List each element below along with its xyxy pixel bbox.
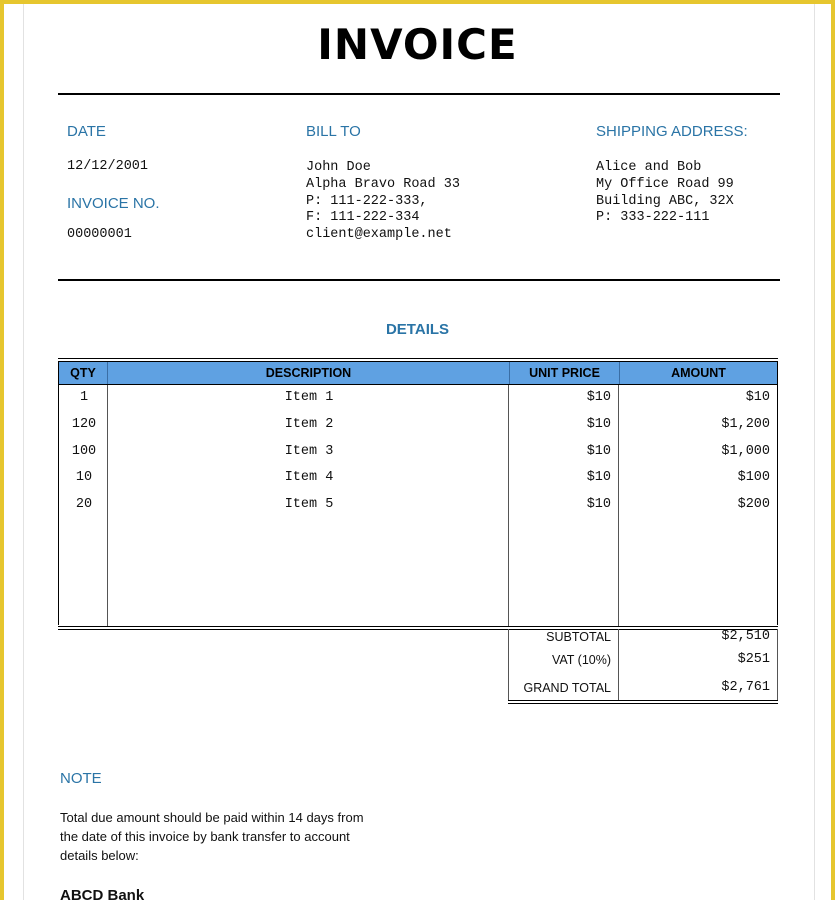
bill-to-email[interactable]: client@example.net bbox=[306, 227, 452, 242]
totals-border bbox=[777, 629, 778, 701]
invoice-page bbox=[4, 4, 831, 900]
details-title: DETAILS bbox=[385, 321, 450, 338]
note-text: Total due amount should be paid within 14 days from the date of this invoice by bank transfer to account details below: bbox=[60, 810, 364, 863]
note-label: NOTE bbox=[60, 770, 102, 787]
cell-amount: $100 bbox=[737, 470, 770, 485]
cell-unit-price: $10 bbox=[586, 497, 611, 512]
cell-amount: $200 bbox=[737, 497, 770, 512]
table-bottom-rule bbox=[58, 626, 778, 627]
date-label: DATE bbox=[67, 123, 106, 140]
shipping-line: Alice and Bob bbox=[596, 160, 702, 175]
cell-unit-price: $10 bbox=[586, 444, 611, 459]
cell-description: Item 5 bbox=[284, 497, 334, 512]
header-amount: AMOUNT bbox=[671, 366, 726, 380]
totals-bottom-rule bbox=[508, 700, 778, 701]
shipping-line: Building ABC, 32X bbox=[596, 194, 734, 209]
vat-value: $251 bbox=[737, 652, 770, 667]
cell-unit-price: $10 bbox=[586, 470, 611, 485]
invoice-no-value: 00000001 bbox=[67, 227, 132, 242]
shipping-line: P: 333-222-111 bbox=[596, 210, 710, 225]
column-separator bbox=[618, 385, 619, 627]
cell-qty: 10 bbox=[75, 470, 93, 485]
grand-total-value: $2,761 bbox=[721, 680, 770, 695]
header-qty: QTY bbox=[70, 366, 96, 380]
bank-name: ABCD Bank bbox=[60, 887, 145, 900]
address-divider bbox=[58, 279, 780, 281]
subtotal-label: SUBTOTAL bbox=[546, 630, 611, 644]
bill-to-line: P: 111-222-333, bbox=[306, 194, 428, 209]
cell-qty: 100 bbox=[71, 444, 97, 459]
shipping-label: SHIPPING ADDRESS: bbox=[596, 123, 748, 140]
page-margin-guide bbox=[814, 4, 815, 900]
table-top-rule bbox=[58, 358, 778, 359]
totals-border bbox=[618, 629, 619, 701]
header-divider bbox=[58, 93, 780, 95]
cell-amount: $10 bbox=[745, 390, 770, 405]
cell-unit-price: $10 bbox=[586, 390, 611, 405]
vat-label: VAT (10%) bbox=[551, 653, 611, 667]
header-unit-price: UNIT PRICE bbox=[529, 366, 600, 380]
cell-description: Item 2 bbox=[284, 417, 334, 432]
cell-unit-price: $10 bbox=[586, 417, 611, 432]
cell-amount: $1,200 bbox=[721, 417, 770, 432]
cell-qty: 1 bbox=[79, 390, 89, 405]
header-description: DESCRIPTION bbox=[265, 366, 352, 380]
bill-to-line: John Doe bbox=[306, 160, 371, 175]
page-margin-guide bbox=[23, 4, 24, 900]
bill-to-label: BILL TO bbox=[306, 123, 361, 140]
cell-description: Item 3 bbox=[284, 444, 334, 459]
invoice-title: INVOICE bbox=[317, 20, 518, 69]
table-header bbox=[58, 361, 778, 385]
grand-total-label: GRAND TOTAL bbox=[523, 681, 611, 695]
subtotal-value: $2,510 bbox=[721, 629, 770, 644]
cell-qty: 120 bbox=[71, 417, 97, 432]
cell-description: Item 1 bbox=[284, 390, 334, 405]
cell-qty: 20 bbox=[75, 497, 93, 512]
cell-description: Item 4 bbox=[284, 470, 334, 485]
bill-to-line: F: 111-222-334 bbox=[306, 210, 420, 225]
shipping-line: My Office Road 99 bbox=[596, 177, 734, 192]
bill-to-line: Alpha Bravo Road 33 bbox=[306, 177, 460, 192]
date-value: 12/12/2001 bbox=[67, 159, 149, 174]
totals-bottom-rule bbox=[508, 703, 778, 704]
cell-amount: $1,000 bbox=[721, 444, 770, 459]
invoice-no-label: INVOICE NO. bbox=[67, 195, 160, 212]
